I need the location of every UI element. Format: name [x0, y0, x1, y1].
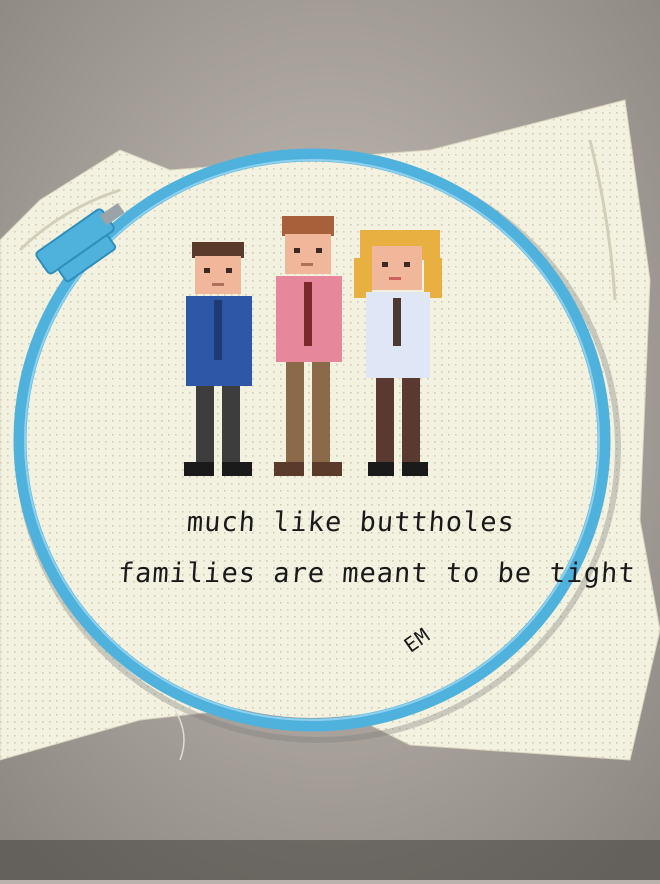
- embroidered-text-line-1: much like buttholes: [185, 507, 516, 538]
- embroidered-text-line-2: families are meant to be tight: [116, 558, 637, 589]
- embroidered-initials: EM: [399, 622, 435, 658]
- bottom-shadow: [0, 840, 660, 880]
